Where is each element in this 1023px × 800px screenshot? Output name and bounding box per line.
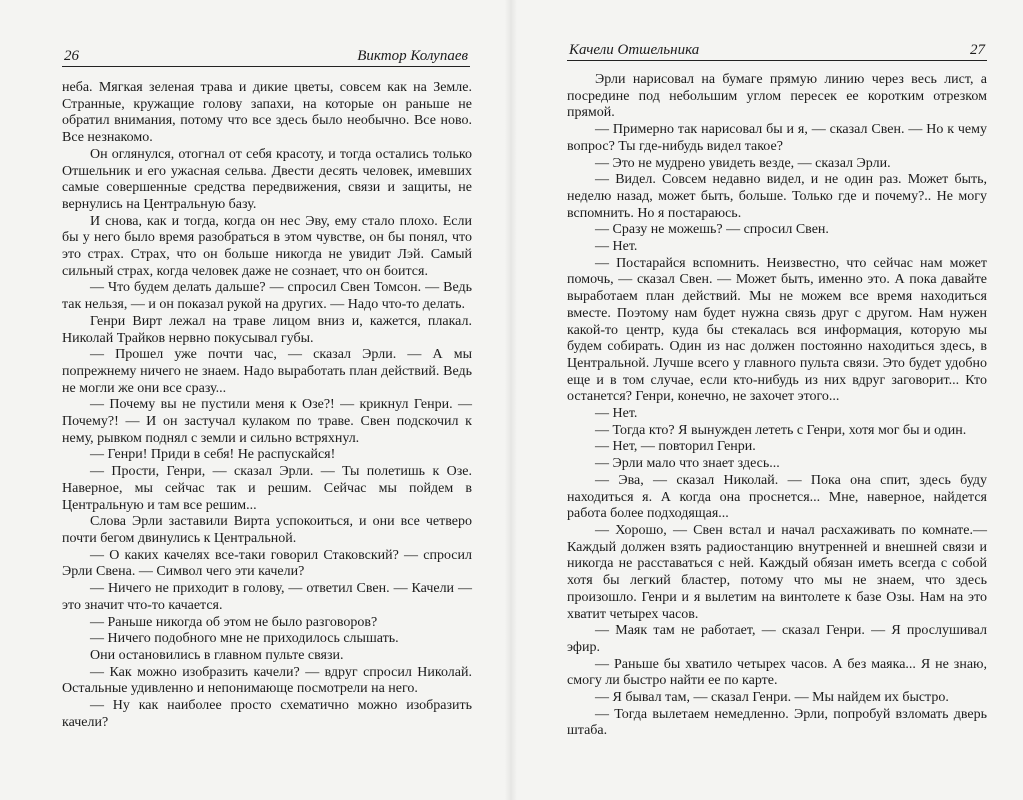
right-page [511, 0, 1023, 800]
left-page-text [62, 80, 472, 731]
paragraph: Слова Эрли заставили Вирта успокоиться, и они все четверо почти бегом двинулись к Центральной. [62, 514, 472, 546]
page-number: 27 [970, 42, 985, 58]
paragraph: — Я бывал там, — сказал Генри. — Мы найдем их быстро. [595, 690, 949, 706]
paragraph: — Ничего не приходит в голову, — ответил Свен. — Качели — это значит что-то качается. [62, 581, 472, 613]
paragraph: — Видел. Совсем недавно видел, и не один раз. Может быть, неделю назад, может быть, больше. Только где и почему?.. Не могу вспомнить. Но я постараюсь. [567, 172, 987, 221]
left-page-header [62, 46, 470, 67]
paragraph: — Сразу не можешь? — спросил Свен. [595, 222, 829, 238]
paragraph: — Эва, — сказал Николай. — Пока она спит, здесь буду находиться я. А когда она проснется... Мне, наверное, найдется работа более подходящая... [567, 472, 987, 522]
paragraph: — Прошел уже почти час, — сказал Эрли. — А мы попрежнему ничего не знаем. Надо выработать план действий. Ведь не могли же они все сразу... [62, 347, 472, 396]
paragraph: — Тогда вылетаем немедленно. Эрли, попробуй взломать дверь штаба. [567, 706, 987, 739]
paragraph: — Раньше бы хватило четырех часов. А без маяка... Я не знаю, смогу ли быстро найти ее по карте. [567, 656, 987, 689]
paragraph: — Маяк там не работает, — сказал Генри. — Я прослушивал эфир. [567, 623, 987, 655]
page-number: 26 [64, 48, 79, 64]
paragraph: — Нет. [595, 406, 638, 422]
paragraph: — Примерно так нарисовал бы и я, — сказал Свен. — Но к чему вопрос? Ты где-нибудь видел такое? [567, 122, 987, 154]
running-head-title: Качели Отшельника [569, 42, 700, 58]
paragraph: — Раньше никогда об этом не было разговоров? [90, 614, 378, 630]
paragraph: — Ничего подобного мне не приходилось слышать. [90, 631, 399, 647]
paragraph: — Нет. [595, 239, 638, 255]
paragraph: Эрли нарисовал на бумаге прямую линию через весь лист, а посредине под небольшим углом пересек ее коротким отрезком прямой. [567, 72, 987, 121]
right-page-header [567, 40, 987, 61]
paragraph: — О каких качелях все-таки говорил Стаковский? — спросил Эрли Свена. — Символ чего эти качели? [62, 547, 472, 580]
paragraph: — Эрли мало что знает здесь... [595, 456, 780, 472]
paragraph: — Что будем делать дальше? — спросил Свен Томсон. — Ведь так нельзя, — и он показал рукой на других. — Надо что-то делать. [62, 280, 472, 313]
paragraph: — Ну как наиболее просто схематично можно изобразить качели? [62, 698, 472, 730]
paragraph: — Нет, — повторил Генри. [595, 439, 756, 455]
running-head-author: Виктор Колупаев [357, 48, 468, 64]
paragraph: — Генри! Приди в себя! Не распускайся! [90, 447, 336, 463]
paragraph: — Это не мудрено увидеть везде, — сказал Эрли. [595, 155, 891, 171]
paragraph: И снова, как и тогда, когда он нес Эву, ему стало плохо. Если бы у него было время разобраться в этом чувстве, он бы понял, что это страх. Страх, что он больше никогда не увидит Лэй. Самый сильный страх, когда человек даже не сознает, что он боится. [62, 213, 472, 279]
paragraph: Они остановились в главном пульте связи. [90, 647, 344, 663]
paragraph: — Прости, Генри, — сказал Эрли. — Ты полетишь к Озе. Наверное, мы сейчас так и решим. Сейчас мы пойдем в Центральную и там все решим... [62, 464, 472, 513]
paragraph: — Тогда кто? Я вынужден лететь с Генри, хотя мог бы и один. [595, 422, 967, 438]
paragraph: Генри Вирт лежал на траве лицом вниз и, кажется, плакал. Николай Трайков нервно покусывал губы. [62, 313, 472, 346]
paragraph: — Хорошо, — Свен встал и начал расхаживать по комнате.— Каждый должен взять радиостанцию внутренней и внешней связи и никогда не расставаться с ней. Каждый обязан иметь всегда с собой хотя бы легкий бластер, потому что мы не знаем, что здесь произошло. Генри и я вылетим на винтолете к базе Озы. Нам на это хватит четырех часов. [567, 522, 987, 622]
paragraph: неба. Мягкая зеленая трава и дикие цветы, совсем как на Земле. Странные, кружащие голову запахи, на которые он раньше не обратил внимания, потому что все здесь было необычно. Все ново. Все незнакомо. [62, 80, 472, 146]
left-page [0, 0, 511, 800]
paragraph: — Как можно изобразить качели? — вдруг спросил Николай. Остальные удивленно и непонимающе посмотрели на него. [62, 664, 472, 697]
paragraph: — Постарайся вспомнить. Неизвестно, что сейчас нам может помочь, — сказал Свен. — Может быть, именно это. А пока давайте выработаем план действий. Мы не можем все время находиться вместе. Поэтому нам будет нужна связь друг с другом. Нам нужен какой-то центр, куда бы стекалась вся информация, которую мы будем собирать. Один из нас должен постоянно находиться здесь, в Центральной. Лучше всего у главного пульта связи. Это будет удобно еще и в том случае, если кто-нибудь из них вдруг заговорит... Кто останется? Генри, конечно, не захочет этого... [567, 255, 987, 405]
paragraph: — Почему вы не пустили меня к Озе?! — крикнул Генри. — Почему?! — И он застучал кулаком по траве. Свен подскочил к нему, рывком поднял с земли и сильно встряхнул. [62, 397, 472, 446]
paragraph: Он оглянулся, отогнал от себя красоту, и тогда остались только Отшельник и его ужасная сельва. Двести десять человек, имевших самые совершенные средства передвижения, связи и защиты, не вернулись на Центральную базу. [62, 146, 472, 212]
right-page-text [567, 72, 987, 740]
